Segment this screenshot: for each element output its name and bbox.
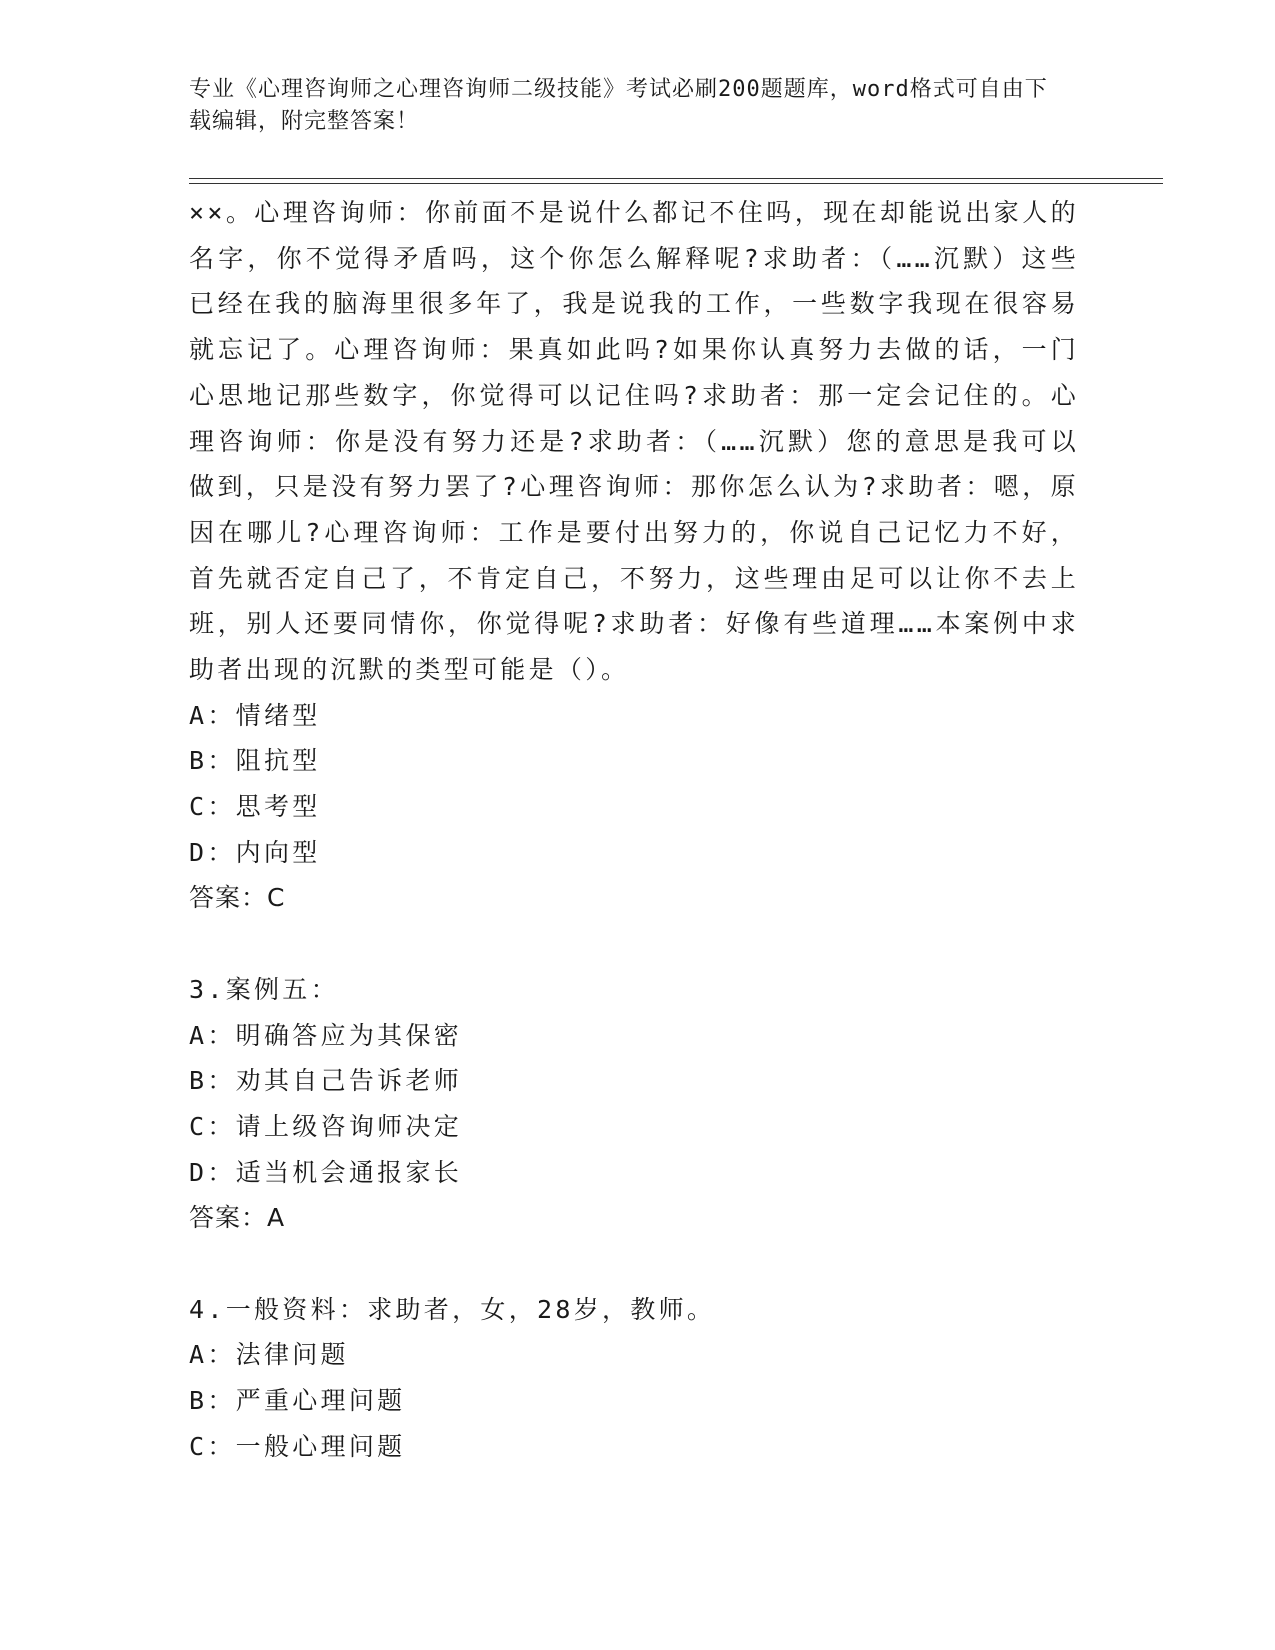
option-d: D：内向型	[189, 837, 321, 867]
question-stem: 3.案例五：	[189, 974, 339, 1004]
spacer	[189, 921, 1089, 967]
document-header: 专业《心理咨询师之心理咨询师二级技能》考试必刷200题题库，word格式可自由下载编辑，附完整答案！	[189, 77, 1048, 134]
answer: 答案：A	[189, 1203, 286, 1233]
option-b: B：劝其自己告诉老师	[189, 1066, 463, 1096]
option-d: D：适当机会通报家长	[189, 1157, 463, 1187]
question-3	[189, 967, 1089, 1241]
question-4	[189, 1287, 1089, 1470]
option-c: C：请上级咨询师决定	[189, 1111, 463, 1141]
option-a: A：法律问题	[189, 1340, 349, 1370]
header-divider-top	[189, 178, 1163, 179]
question-2	[189, 190, 1089, 921]
question-stem: 4.一般资料：求助者，女，28岁，教师。	[189, 1294, 716, 1324]
question-stem: ××。心理咨询师：你前面不是说什么都记不住吗，现在却能说出家人的名字，你不觉得矛盾吗，这个你怎么解释呢?求助者：（……沉默）这些已经在我的脑海里很多年了，我是说我的工作，一些数字我现在很容易就忘记了。心理咨询师：果真如此吗?如果你认真努力去做的话，一门心思地记那些数字，你觉得可以记住吗?求助者：那一定会记住的。心理咨询师：你是没有努力还是?求助者：（……沉默）您的意思是我可以做到，只是没有努力罢了?心理咨询师：那你怎么认为?求助者：嗯，原因在哪儿?心理咨询师：工作是要付出努力的，你说自己记忆力不好，首先就否定自己了，不肯定自己，不努力，这些理由足可以让你不去上班，别人还要同情你，你觉得呢?求助者：好像有些道理……本案例中求助者出现的沉默的类型可能是（）。	[189, 198, 1079, 685]
document-body	[189, 190, 1089, 1469]
option-a: A：明确答应为其保密	[189, 1020, 463, 1050]
answer: 答案：C	[189, 883, 286, 913]
option-c: C：一般心理问题	[189, 1431, 406, 1461]
spacer	[189, 1241, 1089, 1287]
option-c: C：思考型	[189, 792, 321, 822]
option-b: B：阻抗型	[189, 746, 321, 776]
header-divider-bottom	[189, 183, 1163, 184]
option-b: B：严重心理问题	[189, 1386, 406, 1416]
option-a: A：情绪型	[189, 700, 321, 730]
